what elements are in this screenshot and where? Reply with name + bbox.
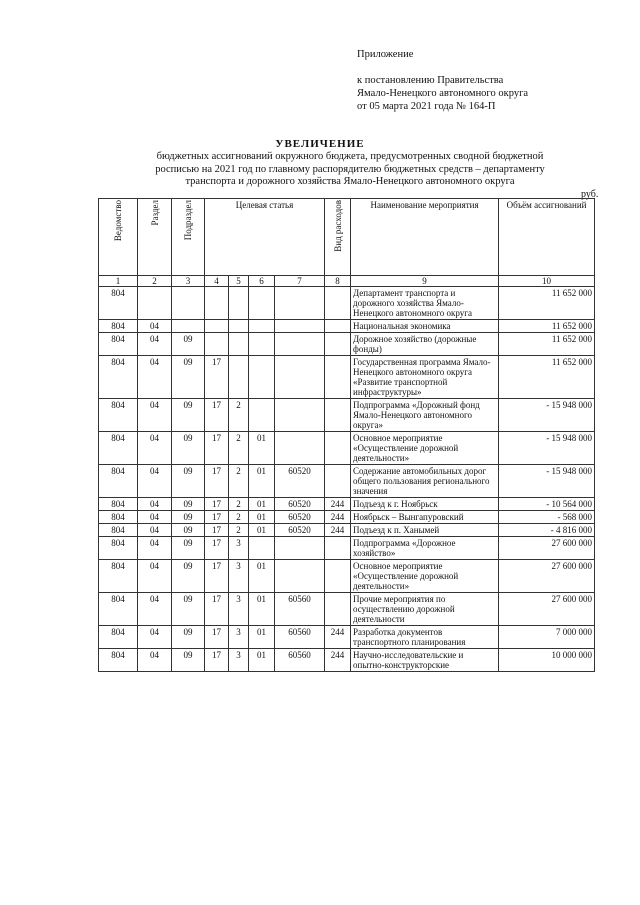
cell-program [205, 320, 229, 333]
table-row [99, 593, 595, 626]
cell-vedomstvo: 804 [99, 537, 138, 560]
cell-vedomstvo: 804 [99, 560, 138, 593]
table-body [99, 287, 595, 672]
cell-subprogram: 3 [229, 649, 249, 672]
col-header-razdel: Раздел [138, 199, 172, 276]
cell-subprogram: 3 [229, 560, 249, 593]
cell-podrazdel: 09 [172, 465, 205, 498]
cell-program: 17 [205, 593, 229, 626]
cell-podrazdel: 09 [172, 626, 205, 649]
cell-direction [275, 333, 325, 356]
cell-program: 17 [205, 399, 229, 432]
cell-amount: 11 652 000 [499, 320, 595, 333]
cell-vid [325, 593, 351, 626]
table-row [99, 524, 595, 537]
cell-program: 17 [205, 511, 229, 524]
cell-vedomstvo: 804 [99, 626, 138, 649]
col-header-podrazdel: Подраздел [172, 199, 205, 276]
cell-amount: 27 600 000 [499, 560, 595, 593]
cell-podrazdel: 09 [172, 593, 205, 626]
column-number: 3 [172, 276, 205, 287]
cell-vid [325, 537, 351, 560]
cell-name: Научно-исследовательские и опытно-конструкторские [351, 649, 499, 672]
cell-amount: - 568 000 [499, 511, 595, 524]
cell-razdel: 04 [138, 626, 172, 649]
cell-name: Содержание автомобильных дорог общего пользования регионального значения [351, 465, 499, 498]
cell-vedomstvo: 804 [99, 432, 138, 465]
cell-activity [249, 399, 275, 432]
cell-vedomstvo: 804 [99, 524, 138, 537]
column-number: 1 [99, 276, 138, 287]
cell-amount: 27 600 000 [499, 593, 595, 626]
cell-activity: 01 [249, 560, 275, 593]
cell-razdel: 04 [138, 649, 172, 672]
cell-activity [249, 333, 275, 356]
column-number: 9 [351, 276, 499, 287]
cell-activity [249, 356, 275, 399]
col-header-amount: Объём ассигнований [499, 199, 595, 276]
cell-direction: 60520 [275, 524, 325, 537]
cell-podrazdel: 09 [172, 333, 205, 356]
cell-vid [325, 560, 351, 593]
cell-activity: 01 [249, 593, 275, 626]
cell-razdel: 04 [138, 537, 172, 560]
table-row [99, 356, 595, 399]
cell-amount: - 15 948 000 [499, 399, 595, 432]
cell-vedomstvo: 804 [99, 356, 138, 399]
cell-subprogram: 2 [229, 524, 249, 537]
cell-name: Подпрограмма «Дорожный фонд Ямало-Ненецкого автономного округа» [351, 399, 499, 432]
table-row [99, 498, 595, 511]
cell-activity: 01 [249, 465, 275, 498]
cell-vedomstvo: 804 [99, 287, 138, 320]
cell-subprogram: 3 [229, 537, 249, 560]
cell-direction [275, 320, 325, 333]
cell-program: 17 [205, 626, 229, 649]
cell-amount: 10 000 000 [499, 649, 595, 672]
cell-name: Департамент транспорта и дорожного хозяйства Ямало-Ненецкого автономного округа [351, 287, 499, 320]
cell-subprogram [229, 320, 249, 333]
subtitle-line-1: бюджетных ассигнований окружного бюджета, предусмотренных сводной бюджетной [156, 151, 544, 162]
table-row [99, 537, 595, 560]
cell-name: Ноябрьск – Вынгапуровский [351, 511, 499, 524]
cell-razdel: 04 [138, 524, 172, 537]
cell-program: 17 [205, 356, 229, 399]
cell-amount: - 10 564 000 [499, 498, 595, 511]
column-number: 6 [249, 276, 275, 287]
cell-podrazdel [172, 287, 205, 320]
col-header-target: Целевая статья [205, 199, 325, 276]
cell-razdel: 04 [138, 593, 172, 626]
cell-activity [249, 320, 275, 333]
cell-podrazdel: 09 [172, 432, 205, 465]
cell-activity: 01 [249, 524, 275, 537]
cell-activity [249, 287, 275, 320]
cell-direction: 60520 [275, 511, 325, 524]
cell-amount: 11 652 000 [499, 287, 595, 320]
column-number: 5 [229, 276, 249, 287]
col-header-name: Наименование мероприятия [351, 199, 499, 276]
col-header-vedomstvo: Ведомство [99, 199, 138, 276]
table-row [99, 320, 595, 333]
cell-activity: 01 [249, 626, 275, 649]
cell-vedomstvo: 804 [99, 465, 138, 498]
cell-activity: 01 [249, 432, 275, 465]
cell-subprogram: 2 [229, 432, 249, 465]
cell-subprogram [229, 287, 249, 320]
table-row [99, 560, 595, 593]
cell-program: 17 [205, 465, 229, 498]
cell-program: 17 [205, 524, 229, 537]
cell-name: Основное мероприятие «Осуществление дорожной деятельности» [351, 560, 499, 593]
column-number: 4 [205, 276, 229, 287]
column-number: 8 [325, 276, 351, 287]
cell-podrazdel: 09 [172, 511, 205, 524]
cell-subprogram: 3 [229, 593, 249, 626]
cell-razdel [138, 287, 172, 320]
cell-vedomstvo: 804 [99, 649, 138, 672]
cell-program: 17 [205, 560, 229, 593]
cell-vid [325, 333, 351, 356]
cell-razdel: 04 [138, 320, 172, 333]
cell-vedomstvo: 804 [99, 333, 138, 356]
cell-amount: - 15 948 000 [499, 465, 595, 498]
cell-vid: 244 [325, 511, 351, 524]
cell-name: Дорожное хозяйство (дорожные фонды) [351, 333, 499, 356]
column-number: 7 [275, 276, 325, 287]
cell-vid [325, 320, 351, 333]
table-row [99, 649, 595, 672]
table-row [99, 432, 595, 465]
column-number: 10 [499, 276, 595, 287]
decree-line: к постановлению Правительства [357, 75, 504, 86]
cell-podrazdel: 09 [172, 537, 205, 560]
cell-razdel: 04 [138, 511, 172, 524]
cell-podrazdel: 09 [172, 356, 205, 399]
cell-razdel: 04 [138, 356, 172, 399]
cell-subprogram [229, 356, 249, 399]
cell-podrazdel: 09 [172, 524, 205, 537]
cell-podrazdel: 09 [172, 498, 205, 511]
cell-direction: 60520 [275, 465, 325, 498]
cell-vid: 244 [325, 524, 351, 537]
table-row [99, 465, 595, 498]
cell-program: 17 [205, 649, 229, 672]
cell-direction [275, 537, 325, 560]
table-row [99, 626, 595, 649]
table-header-row [99, 199, 595, 276]
cell-direction: 60560 [275, 593, 325, 626]
cell-program: 17 [205, 432, 229, 465]
subtitle-line-2: росписью на 2021 год по главному распорядителю бюджетных средств – департаменту [155, 163, 545, 175]
decree-date-line: от 05 марта 2021 года № 164-П [357, 101, 496, 112]
cell-razdel: 04 [138, 498, 172, 511]
cell-name: Прочие мероприятия по осуществлению дорожной деятельности [351, 593, 499, 626]
cell-name: Государственная программа Ямало-Ненецкого автономного округа «Развитие транспортной инфраструктуры» [351, 356, 499, 399]
cell-name: Подъезд к п. Ханымей [351, 524, 499, 537]
cell-vedomstvo: 804 [99, 399, 138, 432]
cell-razdel: 04 [138, 432, 172, 465]
cell-vedomstvo: 804 [99, 511, 138, 524]
cell-program: 17 [205, 537, 229, 560]
cell-activity: 01 [249, 498, 275, 511]
cell-amount: - 4 816 000 [499, 524, 595, 537]
cell-vid [325, 399, 351, 432]
appendix-label: Приложение [357, 49, 414, 60]
cell-direction: 60560 [275, 626, 325, 649]
cell-activity [249, 537, 275, 560]
cell-name: Подпрограмма «Дорожное хозяйство» [351, 537, 499, 560]
cell-name: Национальная экономика [351, 320, 499, 333]
cell-vid [325, 465, 351, 498]
cell-direction: 60520 [275, 498, 325, 511]
column-number-row [99, 276, 595, 287]
cell-vedomstvo: 804 [99, 498, 138, 511]
budget-table [98, 198, 595, 672]
cell-razdel: 04 [138, 465, 172, 498]
cell-vedomstvo: 804 [99, 320, 138, 333]
region-line: Ямало-Ненецкого автономного округа [357, 88, 529, 99]
cell-amount: 27 600 000 [499, 537, 595, 560]
cell-podrazdel: 09 [172, 649, 205, 672]
cell-program: 17 [205, 498, 229, 511]
cell-vid: 244 [325, 498, 351, 511]
cell-subprogram: 2 [229, 465, 249, 498]
cell-vid [325, 432, 351, 465]
table-row [99, 511, 595, 524]
column-number: 2 [138, 276, 172, 287]
cell-program [205, 333, 229, 356]
cell-razdel: 04 [138, 333, 172, 356]
cell-program [205, 287, 229, 320]
document-title: УВЕЛИЧЕНИЕ [275, 138, 365, 150]
cell-subprogram: 2 [229, 498, 249, 511]
cell-subprogram [229, 333, 249, 356]
table-row [99, 333, 595, 356]
cell-podrazdel: 09 [172, 560, 205, 593]
document-subtitle [110, 151, 590, 189]
cell-activity: 01 [249, 511, 275, 524]
cell-subprogram: 2 [229, 399, 249, 432]
cell-amount: - 15 948 000 [499, 432, 595, 465]
cell-vedomstvo: 804 [99, 593, 138, 626]
cell-direction [275, 287, 325, 320]
cell-direction [275, 560, 325, 593]
cell-vid: 244 [325, 649, 351, 672]
cell-activity: 01 [249, 649, 275, 672]
cell-vid [325, 356, 351, 399]
cell-direction [275, 432, 325, 465]
cell-direction [275, 356, 325, 399]
col-header-vid: Вид расходов [325, 199, 351, 276]
cell-subprogram: 2 [229, 511, 249, 524]
cell-razdel: 04 [138, 399, 172, 432]
table-row [99, 399, 595, 432]
cell-podrazdel [172, 320, 205, 333]
currency-unit: руб. [581, 189, 599, 200]
cell-direction [275, 399, 325, 432]
cell-amount: 11 652 000 [499, 333, 595, 356]
cell-podrazdel: 09 [172, 399, 205, 432]
cell-direction: 60560 [275, 649, 325, 672]
cell-name: Разработка документов транспортного планирования [351, 626, 499, 649]
cell-name: Основное мероприятие «Осуществление дорожной деятельности» [351, 432, 499, 465]
subtitle-line-3: транспорта и дорожного хозяйства Ямало-Ненецкого автономного округа [185, 176, 515, 187]
cell-amount: 11 652 000 [499, 356, 595, 399]
cell-vid [325, 287, 351, 320]
cell-subprogram: 3 [229, 626, 249, 649]
cell-amount: 7 000 000 [499, 626, 595, 649]
cell-name: Подъезд к г. Ноябрьск [351, 498, 499, 511]
cell-vid: 244 [325, 626, 351, 649]
cell-razdel: 04 [138, 560, 172, 593]
table-row [99, 287, 595, 320]
